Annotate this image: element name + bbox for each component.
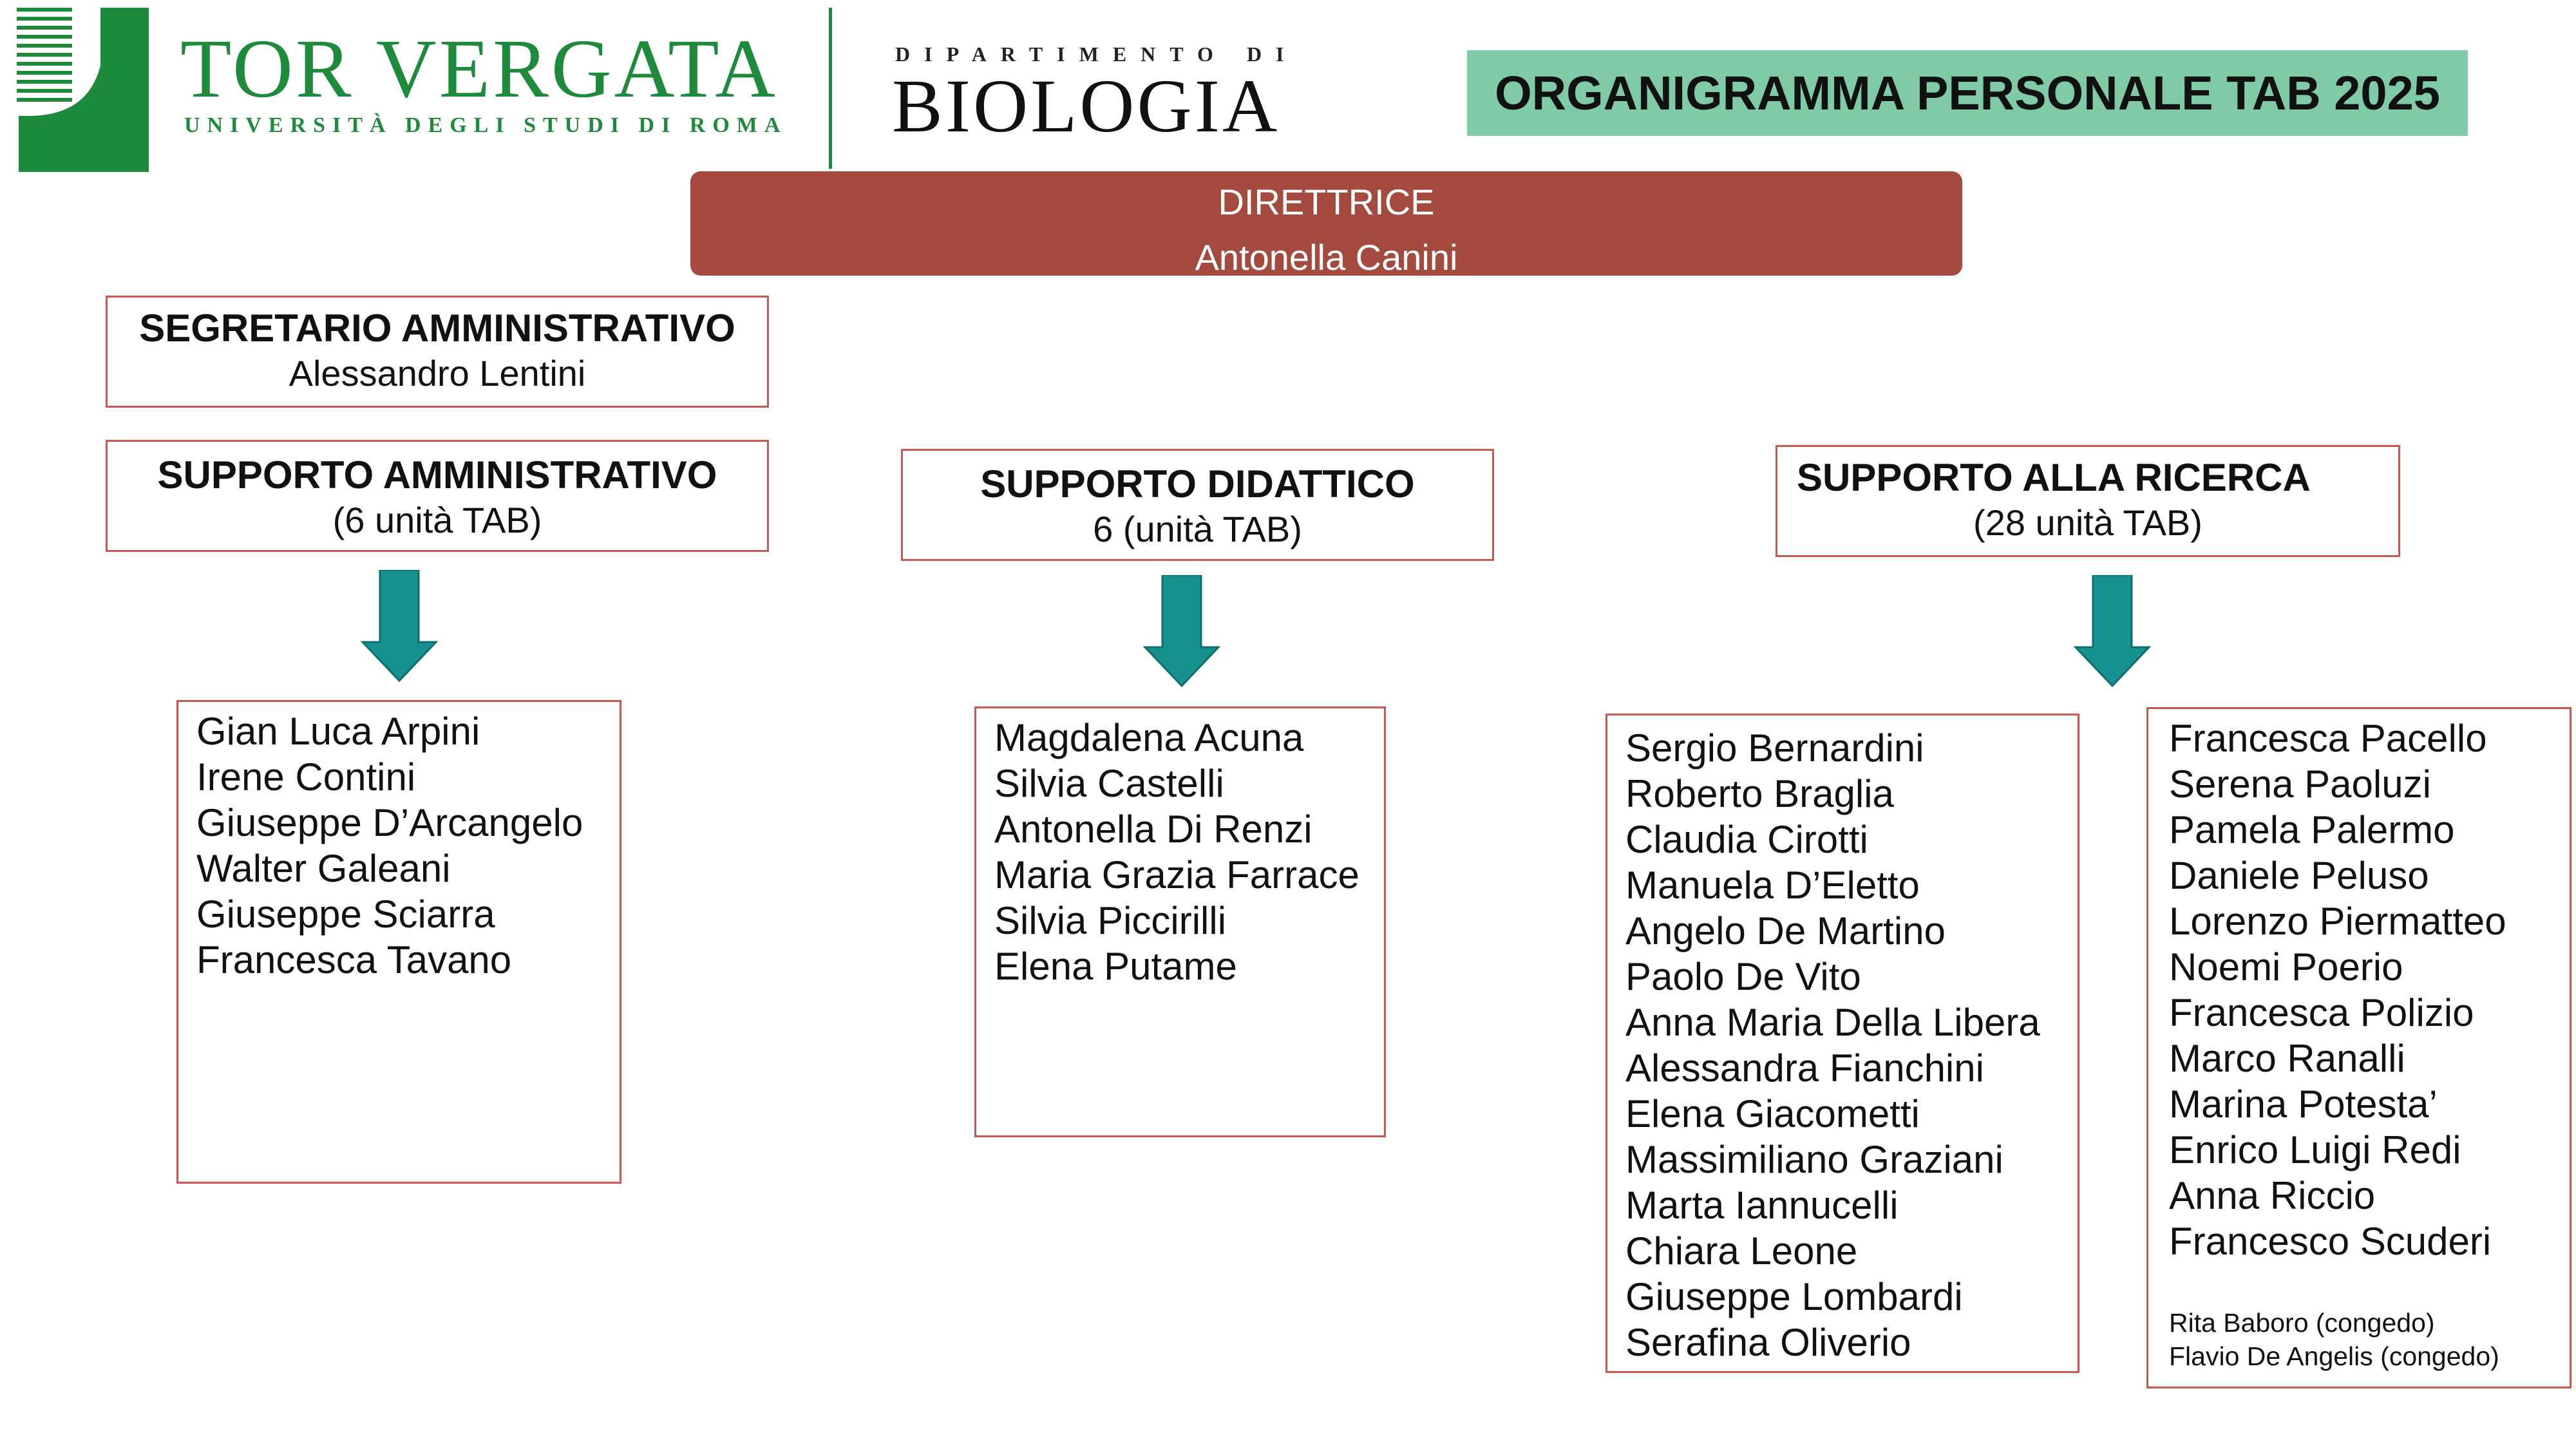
list-item: Marco Ranalli [2169,1037,2405,1080]
list-item: Serena Paoluzi [2169,762,2431,806]
list-item: Maria Grazia Farrace [994,853,1359,896]
list-item: Francesco Scuderi [2169,1220,2492,1263]
list-item: Silvia Piccirilli [994,899,1227,942]
list-item: Sergio Bernardini [1625,726,1924,770]
on-leave-note: Flavio De Angelis (congedo) [2169,1341,2499,1371]
list-item: Silvia Castelli [994,762,1224,805]
list-item: Roberto Braglia [1625,772,1894,815]
list-item: Francesca Polizio [2169,991,2474,1034]
secretary-role: SEGRETARIO AMMINISTRATIVO [139,307,735,350]
list-item: Walter Galeani [196,847,451,890]
list-item: Pamela Palermo [2169,808,2455,851]
research-support-header [1776,445,2400,557]
list-item: Angelo De Martino [1625,909,1946,952]
secretary-name: Alessandro Lentini [289,353,586,393]
research-members-list-1 [1605,714,2079,1373]
list-item: Daniele Peluso [2169,854,2429,897]
list-item: Chiara Leone [1625,1229,1858,1273]
logo-divider [829,8,832,169]
page-title: ORGANIGRAMMA PERSONALE TAB 2025 [1467,50,2468,136]
director-box [690,171,1962,276]
list-item: Giuseppe D’Arcangelo [196,801,583,844]
list-item: Alessandra Fianchini [1625,1046,1984,1090]
teaching-support-title: SUPPORTO DIDATTICO [980,462,1415,506]
list-item: Enrico Luigi Redi [2169,1128,2461,1171]
list-item: Claudia Cirotti [1625,818,1868,861]
university-subtitle: UNIVERSITÀ DEGLI STUDI DI ROMA [184,113,788,137]
list-item: Massimiliano Graziani [1625,1138,2003,1181]
list-item: Francesca Tavano [196,938,512,981]
teaching-support-units: 6 (unità TAB) [1093,509,1302,549]
admin-support-header [106,440,769,552]
list-item: Anna Maria Della Libera [1625,1001,2040,1044]
list-item: Lorenzo Piermatteo [2169,900,2506,943]
list-item: Elena Putame [994,945,1237,988]
on-leave-note: Rita Baboro (congedo) [2169,1308,2435,1338]
research-members-list-2 [2146,707,2571,1388]
admin-support-units: (6 unità TAB) [332,500,542,540]
list-item: Irene Contini [196,755,416,799]
list-item: Gian Luca Arpini [196,710,480,753]
list-item: Antonella Di Renzi [994,808,1312,851]
list-item: Marina Potesta’ [2169,1083,2438,1126]
down-arrow-icon [2074,575,2151,688]
admin-members-list [176,700,621,1184]
list-item: Magdalena Acuna [994,716,1304,759]
teaching-members-list [974,706,1386,1137]
list-item: Paolo De Vito [1625,955,1861,998]
secretary-box [106,296,769,408]
list-item: Anna Riccio [2169,1174,2376,1217]
department-prefix: DIPARTIMENTO DI [895,43,1298,66]
down-arrow-icon [1143,575,1220,688]
list-item: Francesca Pacello [2169,717,2487,760]
director-name: Antonella Canini [1195,237,1458,278]
list-item: Serafina Oliverio [1625,1321,1911,1364]
list-item: Manuela D’Eletto [1625,864,1920,907]
list-item: Marta Iannucelli [1625,1184,1899,1227]
university-logo [17,8,152,175]
university-name: TOR VERGATA [180,23,779,115]
down-arrow-icon [361,570,438,683]
teaching-support-header [901,449,1494,561]
list-item: Giuseppe Sciarra [196,893,495,936]
research-support-title: SUPPORTO ALLA RICERCA [1797,456,2311,499]
director-role: DIRETTRICE [1218,182,1435,222]
department-name: BIOLOGIA [892,64,1280,148]
list-item: Giuseppe Lombardi [1625,1275,1963,1318]
admin-support-title: SUPPORTO AMMINISTRATIVO [157,453,717,497]
list-item: Elena Giacometti [1625,1092,1920,1135]
list-item: Noemi Poerio [2169,945,2403,989]
research-support-units: (28 unità TAB) [1973,502,2202,543]
